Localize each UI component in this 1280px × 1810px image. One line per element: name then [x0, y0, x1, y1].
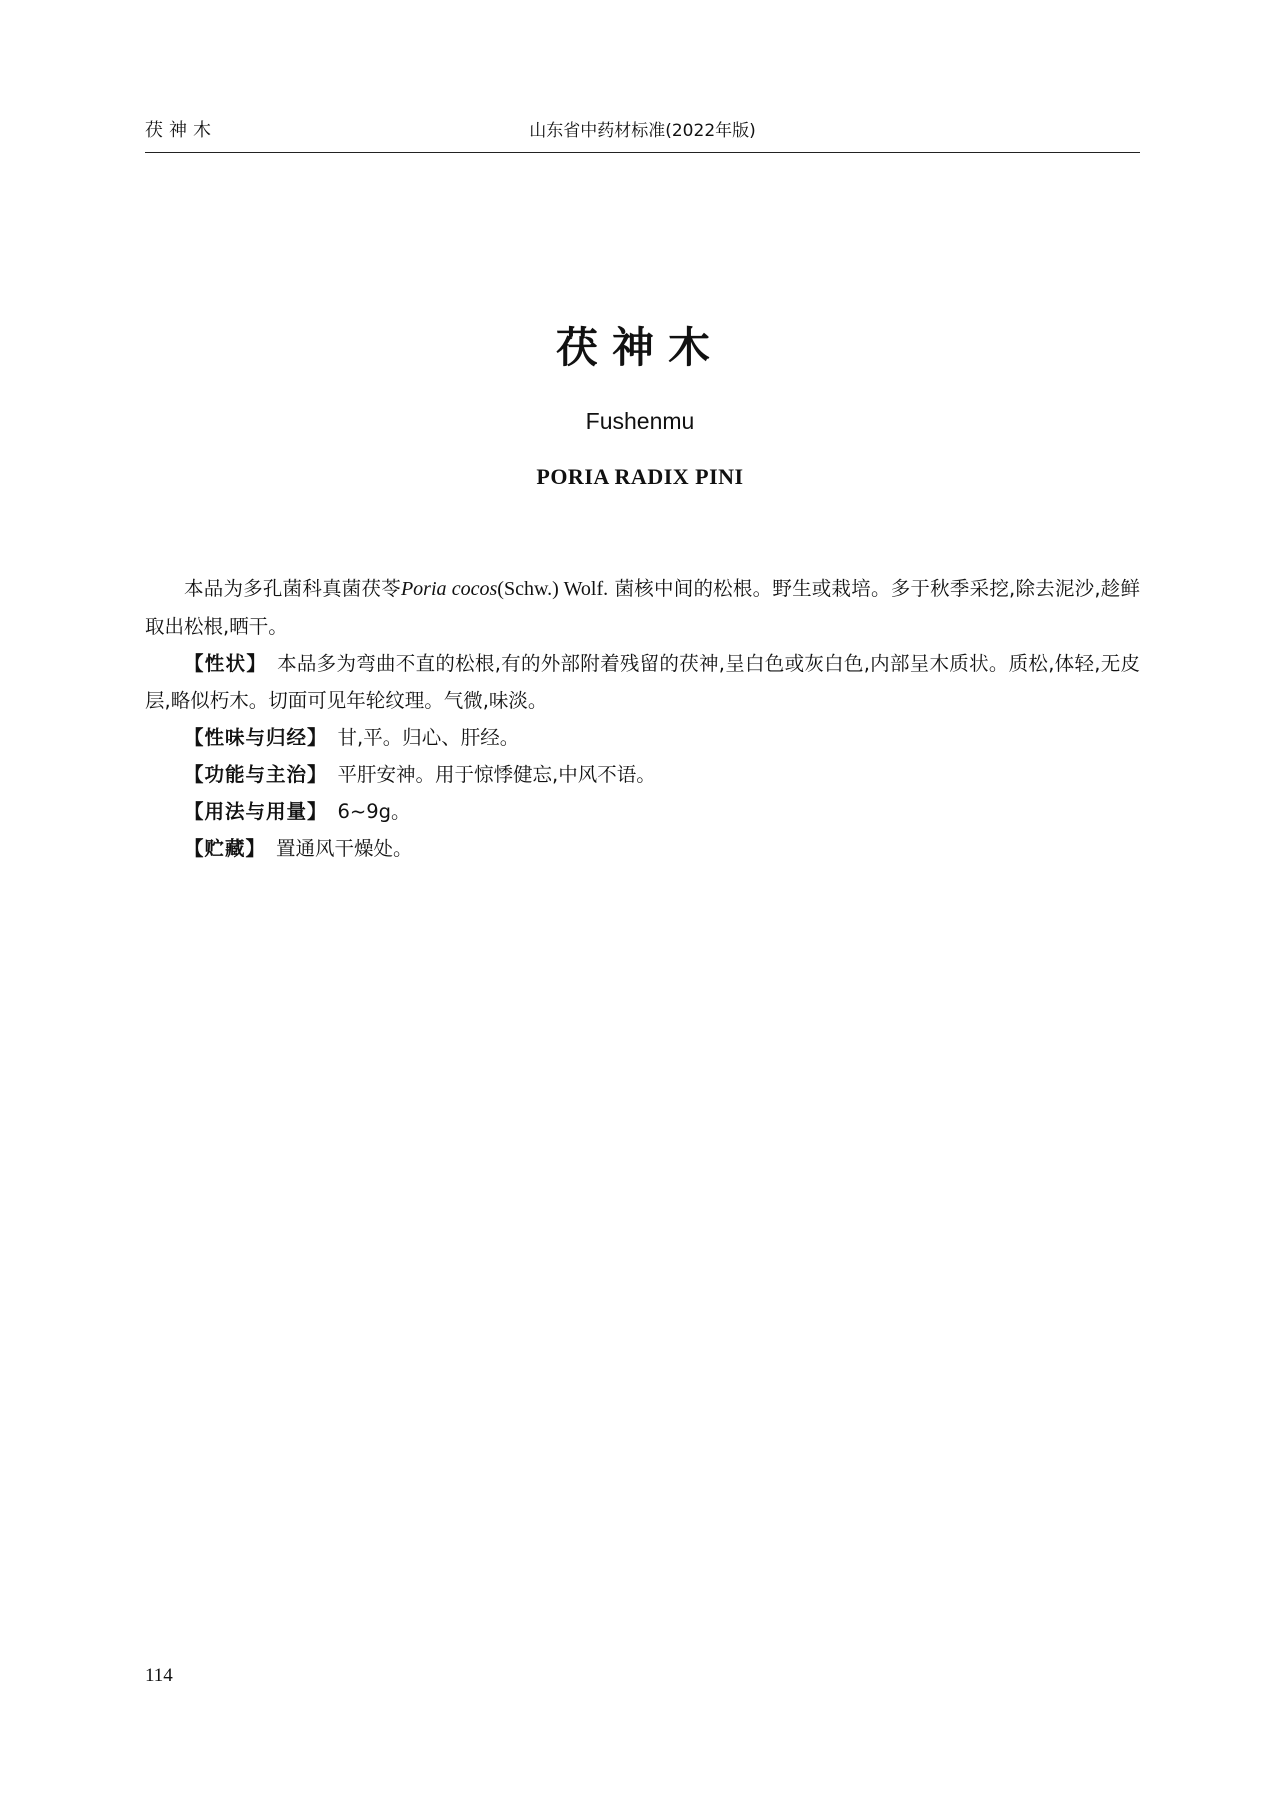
section-nature-and-meridian [145, 719, 1140, 756]
section-heading: 【性状】 [184, 652, 268, 675]
section-heading: 【用法与用量】 [184, 800, 328, 823]
species-authority: (Schw.) Wolf. [497, 578, 609, 600]
source-paragraph [145, 570, 1140, 645]
section-content: 本品多为弯曲不直的松根,有的外部附着残留的茯神,呈白色或灰白色,内部呈木质状。质松,体轻,无皮层,略似朽木。切面可见年轮纹理。气微,味淡。 [145, 652, 1140, 712]
section-content: 甘,平。归心、肝经。 [337, 726, 520, 749]
section-heading: 【功能与主治】 [184, 763, 328, 786]
running-header-title: 茯神木 [145, 120, 217, 141]
page-number: 114 [145, 1665, 173, 1686]
section-content: 置通风干燥处。 [276, 837, 413, 860]
section-content: 6~9g。 [337, 800, 411, 823]
pinyin-title: Fushenmu [585, 408, 695, 434]
section-heading: 【贮藏】 [184, 837, 267, 860]
section-functions-and-indications [145, 756, 1140, 793]
species-name: Poria cocos [400, 578, 498, 600]
latin-title: PORIA RADIX PINI [536, 464, 744, 489]
monograph-body [145, 570, 1140, 867]
running-header-book-title: 山东省中药材标准(2022年版) [529, 121, 756, 141]
title-block [0, 320, 1280, 492]
section-storage [145, 830, 1140, 867]
section-content: 平肝安神。用于惊悸健忘,中风不语。 [337, 763, 656, 786]
source-text-part2: 菌核中间的松根。野生或栽培。多于秋季采挖,除去泥沙,趁鲜取出松根,晒干。 [145, 577, 1140, 638]
running-header [145, 112, 1140, 153]
section-description [145, 645, 1140, 719]
section-usage-and-dosage [145, 793, 1140, 830]
main-title: 茯神木 [555, 323, 724, 372]
section-heading: 【性味与归经】 [184, 726, 328, 749]
source-text-part1: 本品为多孔菌科真菌茯苓 [184, 577, 401, 600]
